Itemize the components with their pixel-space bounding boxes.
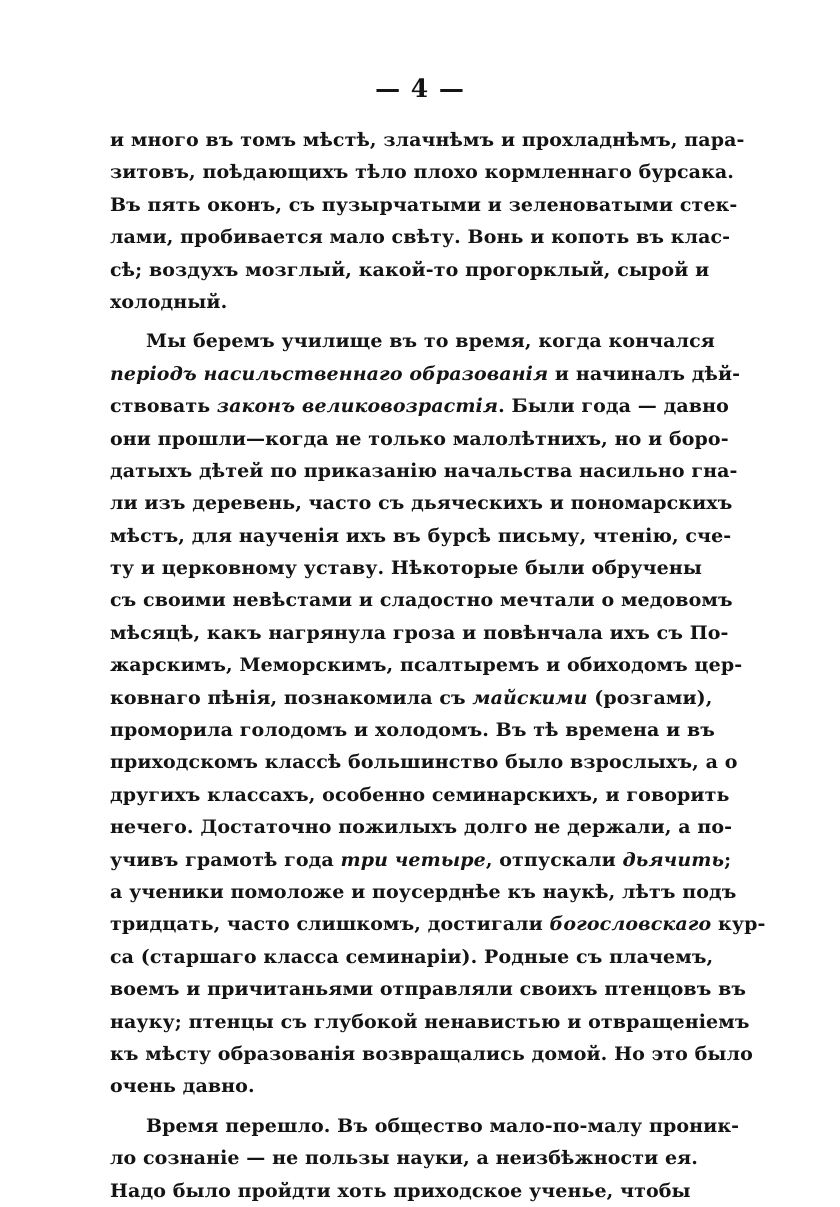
text-line — [110, 520, 732, 552]
text-line — [110, 1110, 740, 1142]
text-run: нечего. Достаточно пожилыхъ долго не держали, а по- — [110, 816, 733, 839]
text-run: са (старшаго класса семинаріи). Родные съ плачемъ, — [110, 945, 714, 968]
text-run: ; — [724, 848, 732, 871]
text-line — [110, 552, 702, 584]
paragraph — [110, 1110, 740, 1207]
text-line — [110, 455, 738, 487]
text-run: ковнаго пѣнія, познакомила съ — [110, 686, 473, 709]
text-line — [110, 487, 733, 519]
text-run: мѣстъ, для наученія ихъ въ бурсѣ письму, чтенію, сче- — [110, 524, 732, 547]
text-run: , отпускали — [485, 848, 623, 871]
text-line — [110, 423, 729, 455]
text-line — [110, 941, 714, 973]
text-line — [110, 811, 733, 843]
text-run: сѣ; воздухъ мозглый, какой-то прогорклый, сырой и — [110, 258, 710, 281]
text-run: датыхъ дѣтей по приказанію начальства насильно гна- — [110, 459, 738, 482]
text-run: ли изъ деревень, часто съ дьяческихъ и пономарскихъ — [110, 492, 733, 515]
page-number: — 4 — — [375, 74, 465, 103]
text-line — [110, 286, 692, 318]
text-run: Мы беремъ училище въ то время, когда кончался — [146, 330, 715, 353]
text-line — [110, 844, 732, 876]
text-line — [110, 617, 729, 649]
text-run: очень давно. — [110, 1075, 255, 1098]
text-run: приходскомъ классѣ большинство было взрослыхъ, а о — [110, 751, 738, 774]
text-run: . Были года — давно — [498, 395, 729, 418]
text-run: и много въ томъ мѣстѣ, злачнѣмъ и прохладнѣмъ, пара- — [110, 129, 745, 151]
text-run: лами, пробивается мало свѣту. Вонь и копоть въ клас- — [110, 226, 731, 249]
text-line — [110, 325, 715, 357]
text-run: холодный. — [110, 290, 228, 313]
text-run: и начиналъ дѣй- — [548, 362, 741, 385]
text-line — [110, 1038, 753, 1070]
text-line — [110, 1006, 750, 1038]
italic-text: майскими — [472, 686, 588, 709]
italic-text: дьячить — [622, 848, 725, 871]
text-line — [110, 1142, 699, 1174]
text-run: съ своими невѣстами и сладостно мечтали о медовомъ — [110, 589, 733, 612]
italic-text: богословскаго — [549, 913, 712, 936]
text-run: а ученики помоложе и поусерднѣе къ наукѣ, лѣтъ подъ — [110, 880, 737, 903]
text-line — [110, 908, 766, 940]
text-line — [110, 189, 738, 221]
text-run: мѣсяцѣ, какъ нагрянула гроза и повѣнчала ихъ съ По- — [110, 621, 729, 644]
text-run: воемъ и причитаньями отправляли своихъ птенцовъ въ — [110, 978, 747, 1001]
text-run: Въ пять оконъ, съ пузырчатыми и зеленоватыми стек- — [110, 193, 738, 216]
italic-text: три четыре — [340, 848, 486, 871]
text-line — [110, 358, 741, 390]
text-run: тридцать, часто слишкомъ, достигали — [110, 913, 550, 936]
text-line — [110, 156, 735, 188]
paragraph — [110, 325, 766, 1102]
text-run: проморила голодомъ и холодомъ. Въ тѣ времена и въ — [110, 719, 715, 742]
italic-text: періодъ насильственнаго образованія — [110, 362, 549, 385]
text-run: ствовать — [110, 395, 217, 418]
text-run: Надо было пройдти хоть приходское ученье, чтобы — [110, 1179, 691, 1202]
text-line — [110, 876, 737, 908]
text-run: они прошли—когда не только малолѣтнихъ, но и боро- — [110, 427, 729, 450]
text-run: кур- — [711, 913, 766, 936]
text-run: (розгами), — [587, 686, 713, 709]
text-line — [110, 714, 715, 746]
text-run: другихъ классахъ, особенно семинарскихъ, и говорить — [110, 783, 730, 806]
text-line — [110, 584, 733, 616]
body-text — [110, 124, 766, 1207]
text-run: ло сознаніе — не пользы науки, а неизбѣжности ея. — [110, 1147, 699, 1170]
text-line — [110, 682, 713, 714]
paragraph — [110, 124, 745, 318]
text-line — [110, 390, 729, 422]
italic-text: законъ великовозрастія — [216, 395, 499, 418]
text-run: ту и церковному уставу. Нѣкоторые были обручены — [110, 557, 702, 580]
text-run: науку; птенцы съ глубокой ненавистью и отвращеніемъ — [110, 1010, 750, 1033]
text-run: къ мѣсту образованія возвращались домой. Но это было — [110, 1042, 753, 1065]
text-line — [110, 779, 730, 811]
text-line — [110, 254, 710, 286]
text-line — [110, 1070, 692, 1102]
text-run: жарскимъ, Меморскимъ, псалтыремъ и обиходомъ цер- — [110, 654, 743, 677]
text-run: зитовъ, поѣдающихъ тѣло плохо кормленнаго бурсака. — [110, 161, 735, 184]
text-run: Время перешло. Въ общество мало-по-малу проник- — [146, 1114, 740, 1137]
text-line — [110, 746, 738, 778]
text-line — [110, 649, 743, 681]
text-run: учивъ грамотѣ года — [110, 848, 341, 871]
text-line — [110, 124, 745, 156]
text-line — [110, 221, 731, 253]
text-line — [110, 973, 747, 1005]
